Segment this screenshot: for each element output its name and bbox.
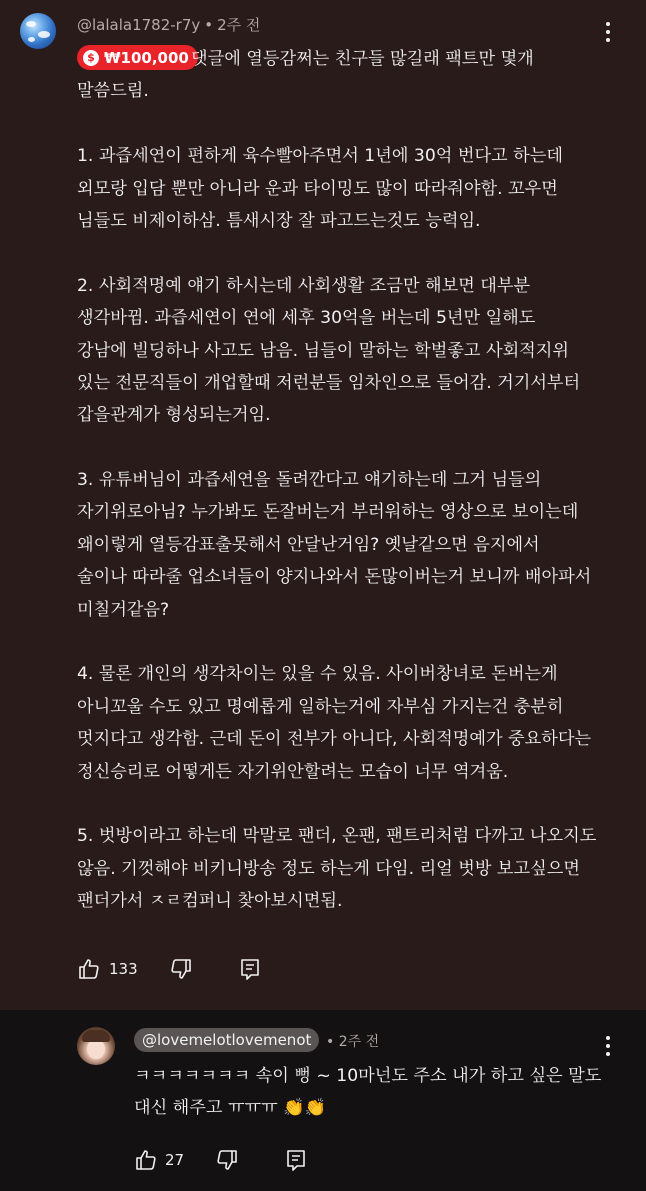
text-line: 정신승리로 어떻게든 자기위안할려는 모습이 너무 역겨움.: [77, 761, 509, 782]
text-line: 갑을관계가 형성되는거임.: [77, 405, 271, 426]
reply-body: [134, 1060, 614, 1124]
dislike-button[interactable]: [169, 957, 193, 981]
reply-avatar[interactable]: [77, 1027, 115, 1065]
comment-header: [77, 14, 260, 35]
text-line: [77, 432, 617, 464]
comment-body: [77, 43, 617, 918]
text-line: 대신 해주고 ㅠㅠㅠ 👏👏: [134, 1098, 327, 1118]
text-line: 강남에 빌딩하나 사고도 남음. 님들이 말하는 학벌좋고 사회적지위: [77, 340, 569, 361]
text-line: 술이나 따라줄 업소녀들이 양지나와서 돈많이버는거 보니까 배아파서: [77, 567, 592, 588]
text-line: 외모랑 입담 뿐만 아니라 운과 타이밍도 많이 따라줘야함. 꼬우면: [77, 178, 558, 199]
text-line: 멋지다고 생각함. 근데 돈이 전부가 아니다, 사회적명예가 중요하다는: [77, 729, 592, 750]
comment-time: 2주 전: [217, 16, 261, 34]
more-vert-icon[interactable]: [598, 1034, 618, 1058]
thumbs-up-icon: [134, 1148, 158, 1172]
reply-actions: [134, 1148, 308, 1172]
comment-username[interactable]: @lalala1782-r7y: [77, 16, 201, 34]
text-line: 왜이렇게 열등감표출못해서 안달난거임? 옛날같으면 음지에서: [77, 534, 540, 555]
text-line: 생각바뀜. 과즙세연이 연에 세후 30억을 버는데 5년만 일해도: [77, 308, 536, 329]
superchat-amount: ₩100,000: [104, 48, 189, 67]
commenter-avatar[interactable]: [20, 13, 56, 49]
text-line: 님들도 비제이하삼. 틈새시장 잘 파고드는것도 능력임.: [77, 210, 481, 231]
like-count: 133: [109, 960, 138, 978]
text-line: 있는 전문직들이 개업할때 저런분들 임차인으로 들어감. 거기서부터: [77, 372, 581, 393]
text-line: [77, 237, 617, 269]
text-line: 미칠거같음?: [77, 599, 170, 620]
reply-username[interactable]: @lovemelotlovemenot: [142, 1031, 312, 1049]
reply-icon: [284, 1148, 308, 1172]
comment-actions: [77, 957, 262, 981]
reply-icon: [238, 957, 262, 981]
text-line: 않음. 기껏해야 비키니방송 정도 하는게 다임. 리얼 벗방 보고싶으면: [77, 858, 580, 879]
text-line: [77, 788, 617, 820]
thumbs-up-icon: [77, 957, 101, 981]
like-button[interactable]: [77, 957, 138, 981]
reply-username-chip[interactable]: [134, 1028, 319, 1052]
like-count: 27: [165, 1151, 185, 1169]
thumbs-down-icon: [215, 1148, 239, 1172]
reply-button[interactable]: [284, 1148, 308, 1172]
text-line: 말씀드림.: [77, 81, 149, 102]
dislike-button[interactable]: [215, 1148, 239, 1172]
text-line: [77, 108, 617, 140]
text-line: 팬더가서 ㅈㄹ컴퍼니 찾아보시면됨.: [77, 891, 343, 912]
text-line: 자기위로아님? 누가봐도 돈잘버는거 부러워하는 영상으로 보이는데: [77, 502, 579, 523]
reply-button[interactable]: [238, 957, 262, 981]
separator-dot: •: [326, 1034, 335, 1050]
separator-dot: •: [204, 16, 214, 34]
text-line: 댓글에 열등감쩌는 친구들 많길래 팩트만 몇개: [191, 49, 534, 69]
text-line: ㅋㅋㅋㅋㅋㅋㅋ 속이 뻥 ~ 10마넌도 주소 내가 하고 싶은 말도: [134, 1066, 602, 1086]
reply-time: 2주 전: [338, 1034, 380, 1050]
like-button[interactable]: [134, 1148, 184, 1172]
text-line: 아니꼬울 수도 있고 명예롭게 일하는거에 자부심 가지는건 충분히: [77, 696, 564, 717]
text-line: 3. 유튜버님이 과즙세연을 돌려깐다고 얘기하는데 그거 님들의: [77, 470, 542, 491]
text-line: 4. 물론 개인의 생각차이는 있을 수 있음. 사이버창녀로 돈버는게: [77, 664, 558, 685]
more-vert-icon[interactable]: [598, 20, 618, 44]
text-line: [77, 626, 617, 658]
reply-meta: [326, 1031, 379, 1051]
text-line: 1. 과즙세연이 편하게 육수빨아주면서 1년에 30억 번다고 하는데: [77, 146, 563, 167]
thumbs-down-icon: [169, 957, 193, 981]
text-line: 2. 사회적명예 얘기 하시는데 사회생활 조금만 해보면 대부분: [77, 275, 531, 296]
heart-money-icon: $: [83, 50, 99, 66]
text-line: 5. 벗방이라고 하는데 막말로 팬더, 온팬, 팬트리처럼 다까고 나오지도: [77, 826, 597, 847]
